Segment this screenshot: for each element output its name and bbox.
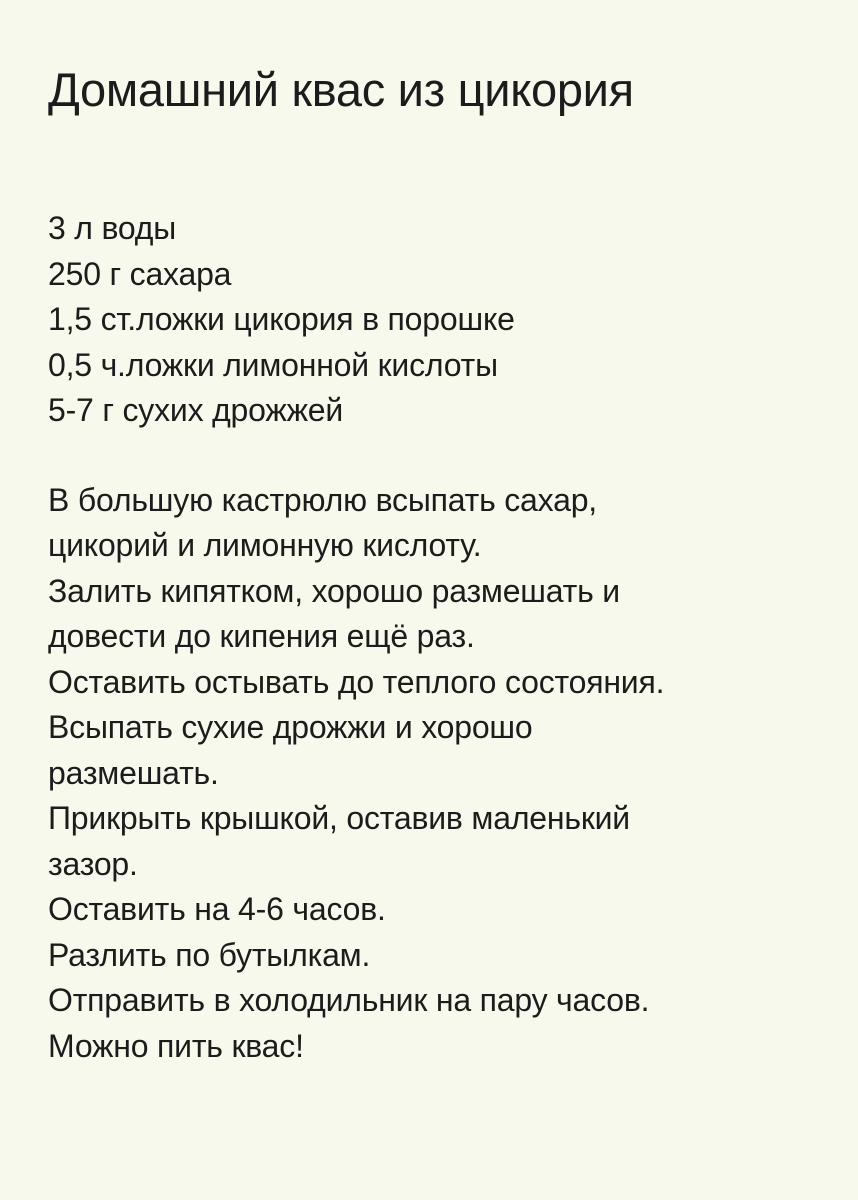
instructions xyxy=(48,478,838,1070)
ingredient-item: 250 г сахара xyxy=(48,255,232,292)
ingredient-item: 5-7 г сухих дрожжей xyxy=(48,392,344,428)
recipe-title: Домашний квас из цикория xyxy=(48,63,634,116)
instruction-line: довести до кипения ещё раз. xyxy=(48,618,475,654)
ingredient-item: 0,5 ч.ложки лимонной кислоты xyxy=(48,346,498,383)
instruction-line: цикорий и лимонную кислоту. xyxy=(48,527,482,563)
instruction-line: Всыпать сухие дрожжи и хорошо xyxy=(48,709,533,745)
ingredient-item: 3 л воды xyxy=(48,210,177,246)
instruction-line: Прикрыть крышкой, оставив маленький xyxy=(48,800,630,836)
instruction-line: В большую кастрюлю всыпать сахар, xyxy=(48,481,597,518)
instruction-line: Оставить на 4-6 часов. xyxy=(48,891,386,927)
instruction-line: Можно пить квас! xyxy=(48,1027,304,1064)
instruction-line: Залить кипятком, хорошо размешать и xyxy=(48,572,620,609)
instruction-line: зазор. xyxy=(48,845,138,882)
instruction-line: Разлить по бутылкам. xyxy=(48,936,371,973)
ingredients-list xyxy=(48,206,838,434)
instruction-line: размешать. xyxy=(48,754,219,791)
instruction-line: Отправить в холодильник на пару часов. xyxy=(48,982,650,1018)
ingredient-item: 1,5 ст.ложки цикория в порошке xyxy=(48,301,515,337)
instruction-line: Оставить остывать до теплого состояния. xyxy=(48,663,665,700)
